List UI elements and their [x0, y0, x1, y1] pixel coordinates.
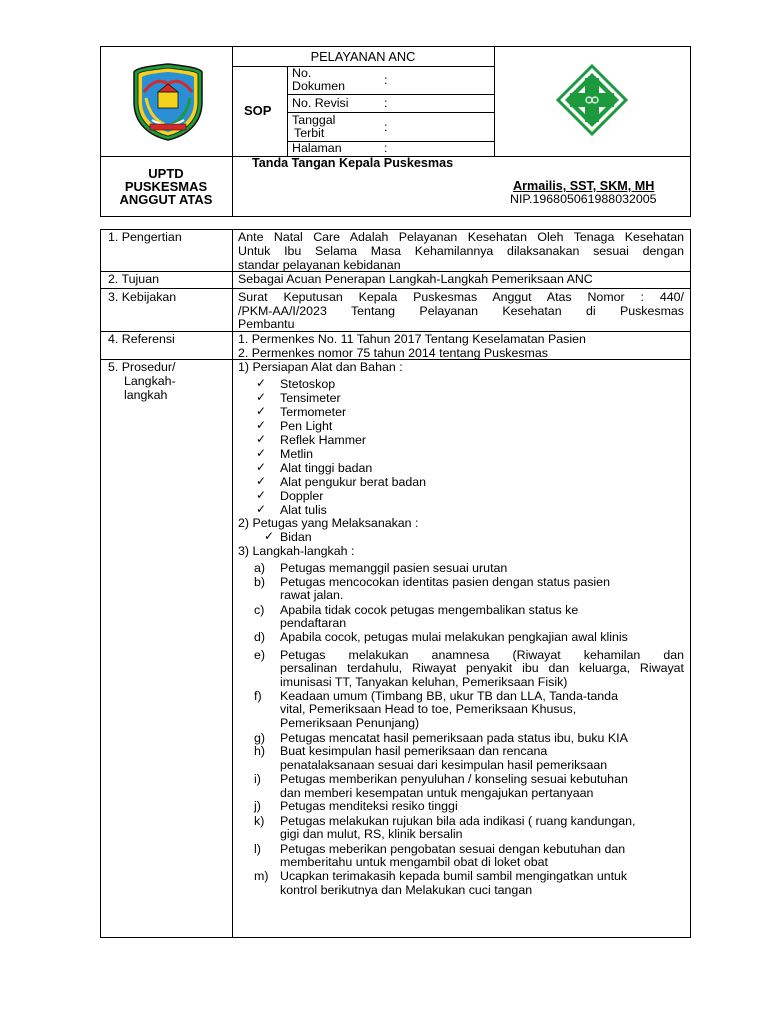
step-text: Petugas melakukan rujukan bila ada indikasi ( ruang kandungan, — [280, 814, 636, 828]
checkmark-icon: ✓ — [256, 376, 267, 390]
document-title: PELAYANAN ANC — [310, 49, 416, 64]
section-label-prosedur: langkah — [124, 388, 168, 402]
checkmark-icon: ✓ — [256, 460, 267, 474]
step-text: Keadaan umum (Timbang BB, ukur TB dan LLA, Tanda-tanda — [280, 689, 618, 703]
alat-item: Alat pengukur berat badan — [280, 475, 427, 489]
step-text: persalinan terdahulu, Riwayat penyakit ibu dan keluarga, Riwayat — [280, 661, 684, 675]
section-text-pengertian: Untuk Ibu Selama Masa Kehamilannya dilaksanakan sesuai dengan — [238, 244, 684, 258]
checkmark-icon: ✓ — [256, 446, 267, 460]
organization-name: ANGGUT ATAS — [119, 192, 213, 207]
step-text: kontrol berikutnya dan Melakukan cuci tangan — [280, 883, 533, 897]
step-text: Petugas mencocokan identitas pasien dengan status pasien — [280, 575, 610, 589]
alat-item: Pen Light — [280, 419, 333, 433]
field-label-no-revisi: No. Revisi — [292, 96, 349, 110]
step-text: Petugas meberikan pengobatan sesuai dengan kebutuhan dan — [280, 842, 626, 856]
step-text: Petugas memberikan penyuluhan / konseling sesuai kebutuhan — [280, 772, 628, 786]
step-text: Petugas melakukan anamnesa (Riwayat kehamilan dan — [280, 648, 684, 662]
checkmark-icon: ✓ — [264, 529, 275, 543]
petugas-heading: 2) Petugas yang Melaksanakan : — [238, 516, 419, 530]
field-label-halaman: Halaman — [292, 141, 342, 155]
step-text: Petugas menditeksi resiko tinggi — [280, 799, 458, 813]
step-marker: a) — [254, 561, 266, 575]
puskesmas-logo — [556, 64, 628, 136]
step-text: penatalaksanaan sesuai dari kesimpulan hasil pemeriksaan — [280, 758, 608, 772]
step-text: imunisasi TT, Tanyakan keluhan, Pemeriksaan Fisik) — [280, 675, 568, 689]
alat-item: Alat tulis — [280, 503, 327, 517]
checkmark-icon: ✓ — [256, 502, 267, 516]
alat-item: Metlin — [280, 447, 314, 461]
section-text-referensi: 2. Permenkes nomor 75 tahun 2014 tentang Puskesmas — [238, 346, 548, 360]
step-marker: j) — [254, 799, 261, 813]
petugas-item: Bidan — [280, 530, 312, 544]
step-marker: k) — [254, 814, 265, 828]
organization-name: PUSKESMAS — [124, 179, 208, 194]
step-text: Ucapkan terimakasih kepada bumil sambil mengingatkan untuk — [280, 869, 628, 883]
section-text-kebijakan: Pembantu — [238, 317, 295, 331]
field-separator: : — [384, 73, 388, 87]
signer-nip: NIP.196805061988032005 — [510, 192, 657, 206]
alat-item: Doppler — [280, 489, 324, 503]
step-marker: b) — [254, 575, 266, 589]
step-marker: h) — [254, 744, 266, 758]
signature-title: Tanda Tangan Kepala Puskesmas — [252, 156, 454, 170]
section-label-pengertian: 1. Pengertian — [108, 230, 182, 244]
step-text: gigi dan mulut, RS, klinik bersalin — [280, 827, 463, 841]
step-text: dan memberi kesempatan untuk mengajukan pertanyaan — [280, 786, 594, 800]
field-label-tanggal-terbit: Tanggal — [292, 113, 336, 127]
step-marker: c) — [254, 603, 265, 617]
checkmark-icon: ✓ — [256, 390, 267, 404]
alat-item: Stetoskop — [280, 377, 336, 391]
checkmark-icon: ✓ — [256, 488, 267, 502]
alat-item: Alat tinggi badan — [280, 461, 373, 475]
section-label-kebijakan: 3. Kebijakan — [108, 290, 177, 304]
field-separator: : — [384, 141, 388, 155]
step-text: Petugas memanggil pasien sesuai urutan — [280, 561, 508, 575]
alat-item: Reflek Hammer — [280, 433, 367, 447]
section-text-referensi: 1. Permenkes No. 11 Tahun 2017 Tentang Keselamatan Pasien — [238, 332, 586, 346]
checkmark-icon: ✓ — [256, 474, 267, 488]
section-label-tujuan: 2. Tujuan — [108, 272, 159, 286]
step-marker: d) — [254, 630, 266, 644]
section-label-referensi: 4. Referensi — [108, 332, 175, 346]
alat-heading: 1) Persiapan Alat dan Bahan : — [238, 360, 403, 374]
step-marker: m) — [254, 869, 269, 883]
regency-emblem-logo — [128, 62, 208, 142]
step-marker: g) — [254, 731, 266, 745]
field-label-tanggal-terbit: Terbit — [294, 126, 325, 140]
checkmark-icon: ✓ — [256, 404, 267, 418]
section-label-prosedur: Langkah- — [124, 374, 176, 388]
section-text-tujuan: Sebagai Acuan Penerapan Langkah-Langkah Pemeriksaan ANC — [238, 272, 593, 286]
step-marker: f) — [254, 689, 262, 703]
step-marker: l) — [254, 842, 261, 856]
step-text: rawat jalan. — [280, 588, 344, 602]
field-label-no-dokumen: Dokumen — [292, 79, 346, 93]
step-text: Pemeriksaan Penunjang) — [280, 716, 420, 730]
step-text: Apabila cocok, petugas mulai melakukan pengkajian awal klinis — [280, 630, 628, 644]
step-text: memberitahu untuk mengambil obat di loket obat — [280, 855, 548, 869]
sop-label: SOP — [244, 103, 272, 118]
langkah-heading: 3) Langkah-langkah : — [238, 544, 355, 558]
organization-name: UPTD — [148, 166, 184, 181]
alat-item: Termometer — [280, 405, 347, 419]
section-text-kebijakan: Surat Keputusan Kepala Puskesmas Anggut Atas Nomor : 440/ — [238, 290, 684, 304]
section-text-pengertian: Ante Natal Care Adalah Pelayanan Kesehatan Oleh Tenaga Kesehatan — [238, 230, 684, 244]
field-label-no-dokumen: No. — [292, 66, 312, 80]
checkmark-icon: ✓ — [256, 418, 267, 432]
alat-item: Tensimeter — [280, 391, 341, 405]
step-text: vital, Pemeriksaan Head to toe, Pemeriksaan Khusus, — [280, 702, 577, 716]
section-label-prosedur: 5. Prosedur/ — [108, 360, 176, 374]
field-separator: : — [384, 120, 388, 134]
step-marker: e) — [254, 648, 266, 662]
field-separator: : — [384, 96, 388, 110]
section-text-kebijakan: /PKM-AA/I/2023 Tentang Pelayanan Kesehatan di Puskesmas — [238, 304, 684, 318]
step-text: pendaftaran — [280, 616, 347, 630]
step-text: Buat kesimpulan hasil pemeriksaan dan rencana — [280, 744, 548, 758]
section-text-pengertian: standar pelayanan kebidanan — [238, 258, 401, 272]
step-marker: i) — [254, 772, 261, 786]
signer-name: Armailis, SST, SKM, MH — [513, 179, 655, 193]
checkmark-icon: ✓ — [256, 432, 267, 446]
step-text: Apabila tidak cocok petugas mengembalikan status ke — [280, 603, 579, 617]
step-text: Petugas mencatat hasil pemeriksaan pada status ibu, buku KIA — [280, 731, 628, 745]
